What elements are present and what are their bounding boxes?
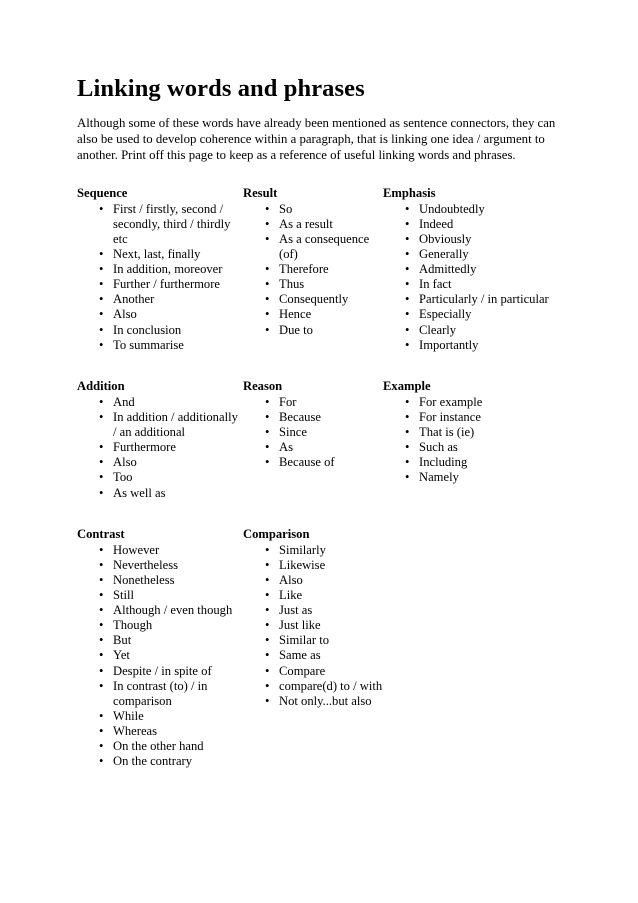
list-item	[383, 455, 561, 470]
list-item-label: Whereas	[113, 723, 158, 738]
list-item-label: Also	[113, 307, 137, 322]
list-item	[77, 262, 243, 277]
list-item-label: Still	[113, 588, 134, 603]
list-item-label: Furthermore	[113, 440, 176, 455]
section-row-1	[77, 186, 561, 353]
bullet-icon: •	[405, 410, 410, 425]
bullet-icon: •	[265, 573, 270, 587]
bullet-icon: •	[265, 618, 270, 633]
list-item	[243, 307, 383, 322]
list-item	[77, 603, 243, 618]
list-item-label: Similar to	[279, 633, 330, 648]
list-item	[77, 410, 243, 440]
bullet-icon: •	[265, 292, 270, 307]
list-addition	[77, 395, 243, 501]
list-item-label: Same as	[279, 648, 321, 663]
list-item	[77, 633, 243, 648]
column-heading-addition: Addition	[77, 378, 125, 393]
list-item	[383, 440, 561, 455]
list-item-label: Nevertheless	[113, 557, 179, 572]
list-item-label: That is (ie)	[419, 425, 475, 440]
list-item-label: Similarly	[279, 542, 326, 557]
bullet-icon: •	[265, 262, 270, 277]
list-item	[77, 543, 243, 558]
list-item	[77, 739, 243, 754]
list-item-label: For	[279, 394, 297, 409]
list-item-label: Obviously	[419, 232, 472, 246]
list-item	[243, 292, 383, 307]
list-item-label: In contrast (to) / in comparison	[113, 678, 208, 708]
list-item-label: Just as	[279, 603, 313, 618]
list-item	[77, 338, 243, 353]
bullet-icon: •	[99, 485, 104, 500]
list-item	[77, 277, 243, 292]
column-heading-example: Example	[383, 378, 431, 393]
bullet-icon: •	[405, 232, 410, 246]
list-item-label: Hence	[279, 307, 312, 322]
list-item	[243, 277, 383, 292]
column-heading-reason: Reason	[243, 378, 283, 393]
list-item-label: Not only...but also	[279, 693, 372, 708]
bullet-icon: •	[405, 337, 410, 352]
bullet-icon: •	[405, 247, 410, 262]
list-item-label: For example	[419, 394, 483, 409]
bullet-icon: •	[99, 588, 104, 603]
bullet-icon: •	[265, 557, 270, 572]
list-item	[383, 338, 561, 353]
list-item	[77, 618, 243, 633]
list-item-label: Undoubtedly	[419, 201, 485, 216]
bullet-icon: •	[405, 277, 410, 292]
bullet-icon: •	[405, 307, 410, 322]
list-item-label: Also	[279, 573, 303, 587]
list-item-label: Thus	[279, 277, 305, 292]
list-item	[243, 262, 383, 277]
list-item-label: Since	[279, 425, 307, 440]
list-item	[243, 217, 383, 232]
bullet-icon: •	[99, 754, 104, 769]
list-item	[77, 588, 243, 603]
list-item	[77, 724, 243, 739]
column-contrast	[77, 527, 243, 770]
bullet-icon: •	[265, 440, 270, 455]
bullet-icon: •	[405, 470, 410, 485]
list-item	[243, 694, 383, 709]
list-item	[77, 470, 243, 485]
list-item-label: Likewise	[279, 557, 326, 572]
list-item	[243, 664, 383, 679]
bullet-icon: •	[405, 262, 410, 277]
bullet-icon: •	[99, 410, 104, 425]
column-heading-comparison: Comparison	[243, 526, 310, 541]
list-item-label: In fact	[419, 277, 452, 292]
list-item-label: In addition, moreover	[113, 262, 223, 277]
bullet-icon: •	[265, 307, 270, 322]
list-item-label: Next, last, finally	[113, 247, 201, 262]
list-item-label: But	[113, 633, 132, 648]
bullet-icon: •	[265, 678, 270, 693]
list-item-label: Including	[419, 455, 468, 470]
list-item-label: Yet	[113, 648, 130, 663]
bullet-icon: •	[405, 201, 410, 216]
list-item-label: Just like	[279, 618, 321, 633]
list-item	[77, 709, 243, 724]
bullet-icon: •	[99, 337, 104, 352]
list-item	[77, 323, 243, 338]
list-item-label: Although / even though	[113, 603, 233, 618]
list-item	[243, 202, 383, 217]
list-item-label: On the contrary	[113, 754, 193, 769]
bullet-icon: •	[265, 542, 270, 557]
bullet-icon: •	[99, 723, 104, 738]
list-item	[243, 633, 383, 648]
list-item-label: On the other hand	[113, 739, 204, 754]
list-item	[243, 543, 383, 558]
list-item	[383, 410, 561, 425]
column-heading-contrast: Contrast	[77, 526, 125, 541]
list-item	[383, 470, 561, 485]
column-emphasis	[383, 186, 561, 353]
list-item-label: Particularly / in particular	[419, 292, 549, 307]
bullet-icon: •	[265, 394, 270, 409]
list-item	[383, 323, 561, 338]
list-item-label: As a consequence (of)	[279, 232, 370, 262]
bullet-icon: •	[99, 440, 104, 455]
column-heading-sequence: Sequence	[77, 185, 128, 200]
bullet-icon: •	[99, 292, 104, 307]
list-item	[383, 232, 561, 247]
list-item	[77, 455, 243, 470]
list-item-label: Another	[113, 292, 155, 307]
list-item	[77, 558, 243, 573]
bullet-icon: •	[99, 277, 104, 292]
list-item-label: Despite / in spite of	[113, 663, 212, 678]
list-item	[383, 395, 561, 410]
list-item	[383, 425, 561, 440]
list-example	[383, 395, 561, 486]
list-item	[383, 247, 561, 262]
section-spacer	[77, 501, 561, 527]
list-item	[243, 425, 383, 440]
list-item-label: Because of	[279, 455, 335, 470]
list-item-label: First / firstly, second / secondly, third / thirdly etc	[113, 201, 231, 246]
list-item	[243, 558, 383, 573]
bullet-icon: •	[265, 663, 270, 678]
list-sequence	[77, 202, 243, 353]
list-item	[383, 292, 561, 307]
list-result	[243, 202, 383, 338]
list-item	[243, 232, 383, 262]
bullet-icon: •	[99, 633, 104, 648]
list-item	[77, 664, 243, 679]
list-comparison	[243, 543, 383, 709]
document-content	[77, 75, 561, 769]
list-item-label: While	[113, 708, 144, 723]
list-item-label: compare(d) to / with	[279, 678, 383, 693]
list-item-label: Due to	[279, 322, 313, 337]
bullet-icon: •	[265, 322, 270, 337]
list-item	[243, 618, 383, 633]
list-item-label: Admittedly	[419, 262, 477, 277]
bullet-icon: •	[99, 573, 104, 587]
list-item	[77, 648, 243, 663]
bullet-icon: •	[265, 633, 270, 648]
list-item-label: In conclusion	[113, 322, 182, 337]
bullet-icon: •	[99, 455, 104, 470]
bullet-icon: •	[405, 322, 410, 337]
column-reason	[243, 379, 383, 471]
bullet-icon: •	[99, 247, 104, 262]
list-item	[77, 486, 243, 501]
list-item-label: Therefore	[279, 262, 329, 277]
bullet-icon: •	[99, 394, 104, 409]
list-reason	[243, 395, 383, 470]
bullet-icon: •	[405, 440, 410, 455]
list-item-label: Such as	[419, 440, 458, 455]
list-item-label: Further / furthermore	[113, 277, 221, 292]
column-example	[383, 379, 561, 486]
list-item-label: Importantly	[419, 337, 479, 352]
bullet-icon: •	[99, 262, 104, 277]
list-item-label: Indeed	[419, 216, 454, 231]
bullet-icon: •	[99, 201, 104, 216]
list-item-label: Like	[279, 588, 303, 603]
list-item	[77, 247, 243, 262]
list-item-label: Namely	[419, 470, 459, 485]
bullet-icon: •	[99, 557, 104, 572]
bullet-icon: •	[265, 693, 270, 708]
bullet-icon: •	[265, 588, 270, 603]
column-heading-result: Result	[243, 185, 278, 200]
page-title: Linking words and phrases	[77, 75, 365, 102]
bullet-icon: •	[405, 394, 410, 409]
bullet-icon: •	[405, 425, 410, 440]
list-item	[383, 202, 561, 217]
column-comparison	[243, 527, 383, 709]
list-item-label: And	[113, 394, 135, 409]
section-spacer	[77, 353, 561, 379]
list-item	[243, 679, 383, 694]
list-item-label: Because	[279, 410, 321, 425]
bullet-icon: •	[265, 216, 270, 231]
list-item	[383, 277, 561, 292]
bullet-icon: •	[405, 292, 410, 307]
list-item-label: Consequently	[279, 292, 349, 307]
bullet-icon: •	[265, 603, 270, 618]
list-item-label: To summarise	[113, 337, 184, 352]
bullet-icon: •	[99, 663, 104, 678]
bullet-icon: •	[99, 470, 104, 485]
list-item-label: In addition / additionally / an additional	[113, 410, 238, 440]
intro-paragraph: Although some of these words have already been mentioned as sentence connectors, they can also be used to develop coherence within a paragraph, that is linking one idea / argument to another. Print off this page to keep as a reference of useful linking words and phrases.	[77, 116, 556, 163]
list-item-label: Nonetheless	[113, 573, 175, 587]
bullet-icon: •	[265, 648, 270, 663]
list-item	[77, 440, 243, 455]
bullet-icon: •	[99, 322, 104, 337]
column-heading-emphasis: Emphasis	[383, 185, 436, 200]
list-item-label: So	[279, 201, 293, 216]
bullet-icon: •	[99, 739, 104, 754]
bullet-icon: •	[405, 216, 410, 231]
list-item-label: As a result	[279, 216, 333, 231]
list-item	[77, 307, 243, 322]
list-item	[243, 410, 383, 425]
list-emphasis	[383, 202, 561, 353]
list-item-label: Also	[113, 455, 137, 470]
list-item	[243, 455, 383, 470]
bullet-icon: •	[405, 455, 410, 470]
list-item	[77, 395, 243, 410]
column-addition	[77, 379, 243, 501]
list-item-label: Generally	[419, 247, 469, 262]
bullet-icon: •	[99, 618, 104, 633]
list-item	[77, 292, 243, 307]
bullet-icon: •	[265, 425, 270, 440]
bullet-icon: •	[265, 232, 270, 246]
list-contrast	[77, 543, 243, 769]
list-item-label: As	[279, 440, 293, 455]
list-item	[77, 202, 243, 247]
list-item	[383, 307, 561, 322]
bullet-icon: •	[99, 307, 104, 322]
list-item	[243, 440, 383, 455]
bullet-icon: •	[265, 455, 270, 470]
list-item-label: However	[113, 542, 160, 557]
section-row-3	[77, 527, 561, 770]
list-item-label: Compare	[279, 663, 326, 678]
column-sequence	[77, 186, 243, 353]
bullet-icon: •	[99, 542, 104, 557]
bullet-icon: •	[99, 648, 104, 663]
list-item-label: For instance	[419, 410, 481, 425]
column-result	[243, 186, 383, 338]
bullet-icon: •	[99, 678, 104, 693]
section-row-2	[77, 379, 561, 501]
bullet-icon: •	[99, 708, 104, 723]
list-item	[383, 262, 561, 277]
bullet-icon: •	[265, 277, 270, 292]
list-item-label: Especially	[419, 307, 472, 322]
list-item-label: Clearly	[419, 322, 457, 337]
list-item	[243, 323, 383, 338]
list-item	[77, 573, 243, 588]
list-item	[243, 603, 383, 618]
list-item-label: Too	[113, 470, 133, 485]
bullet-icon: •	[99, 603, 104, 618]
bullet-icon: •	[265, 410, 270, 425]
list-item	[243, 588, 383, 603]
list-item	[77, 754, 243, 769]
list-item	[243, 395, 383, 410]
list-item	[383, 217, 561, 232]
list-item-label: Though	[113, 618, 153, 633]
list-item	[243, 648, 383, 663]
list-item	[77, 679, 243, 709]
list-item-label: As well as	[113, 485, 166, 500]
bullet-icon: •	[265, 201, 270, 216]
list-item	[243, 573, 383, 588]
